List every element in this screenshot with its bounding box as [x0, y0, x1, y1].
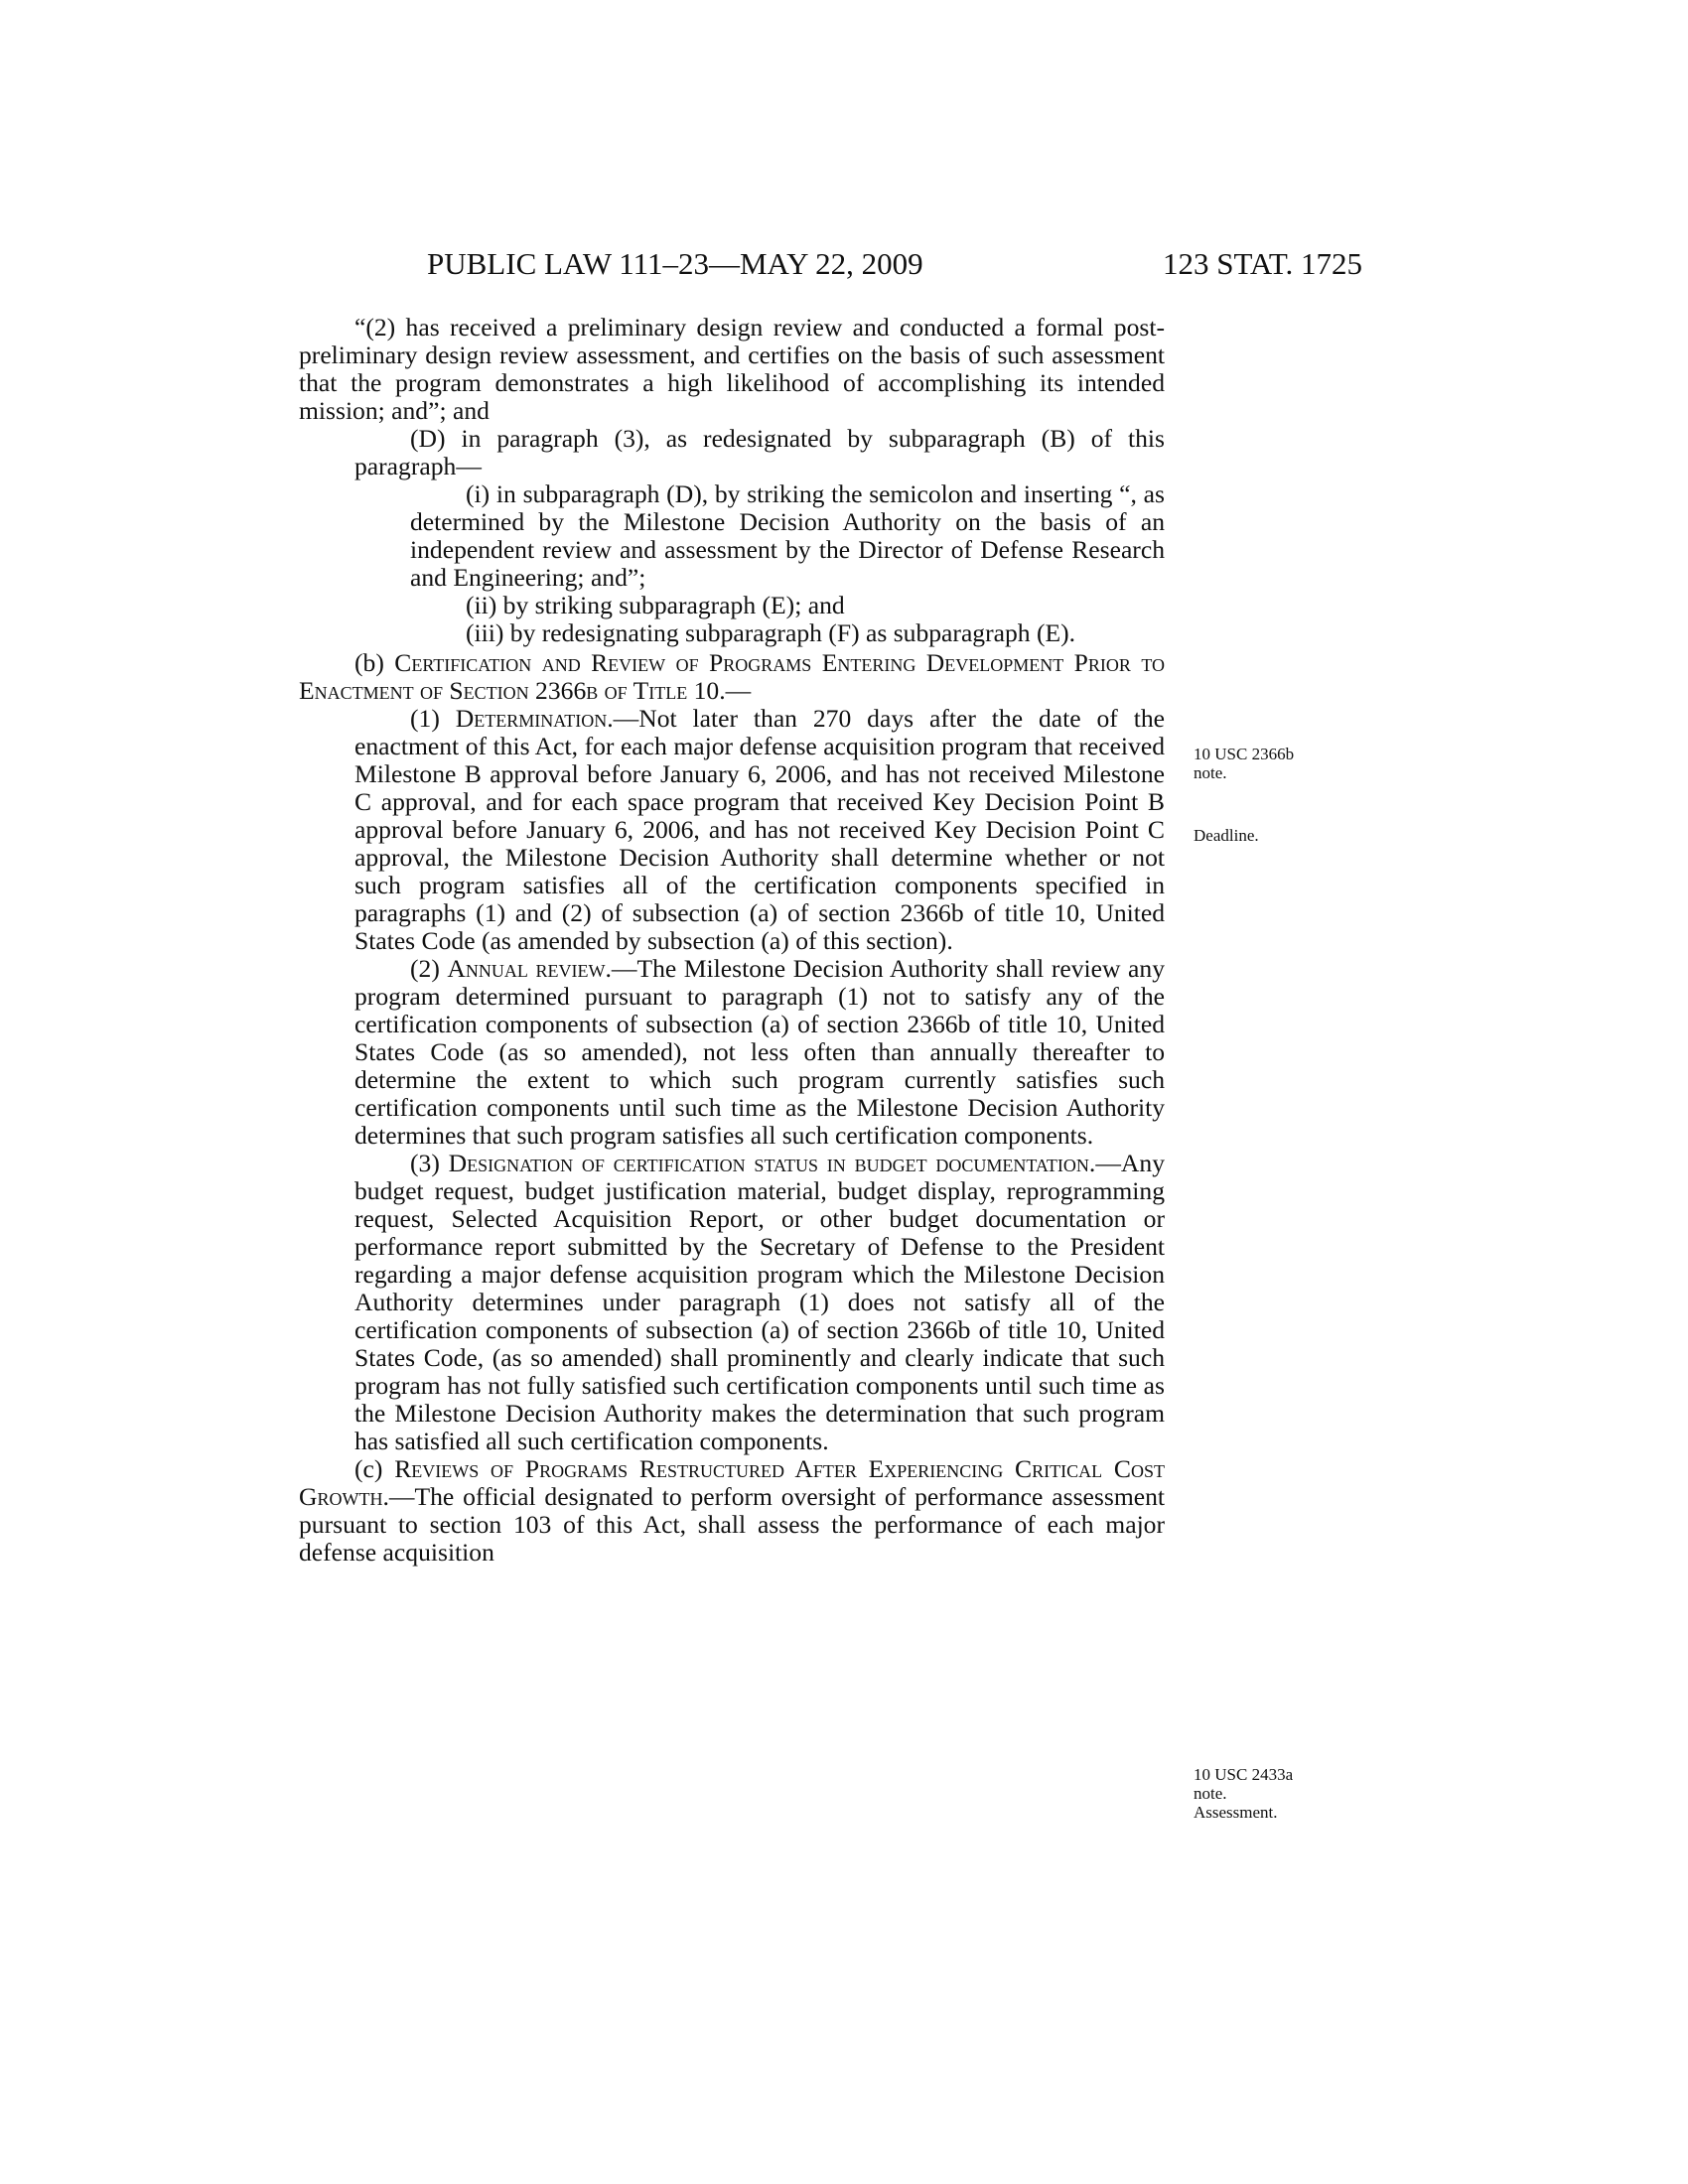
paragraph-b3	[299, 1150, 1165, 1455]
margin-note-2433a: 10 USC 2433a note. Assessment.	[1194, 1765, 1294, 1822]
paragraph-b3-heading: Designation of certification status in budget documentation.	[448, 1149, 1096, 1177]
margin-note-2366b: 10 USC 2366b note.	[1194, 745, 1295, 782]
subsection-b-prefix: (b)	[354, 648, 384, 677]
paragraph-b2-heading: Annual review.	[447, 954, 612, 983]
subsection-b	[299, 649, 1165, 705]
em-dash: —	[611, 954, 637, 983]
clause-ii: (ii) by striking subparagraph (E); and	[466, 591, 845, 619]
paragraph-b1-heading: Determination.	[455, 704, 614, 733]
page-header-title: PUBLIC LAW 111–23—MAY 22, 2009	[427, 246, 923, 281]
subsection-b-heading: Certification and Review of Programs Entering Development Prior to Enactment of Section 2366b of Title 10.	[299, 648, 1165, 705]
clause-iii: (iii) by redesignating subparagraph (F) as subparagraph (E).	[466, 618, 1076, 647]
paragraph-b1-text: Not later than 270 days after the date of the enactment of this Act, for each major defense acquisition program that received Milestone B approval before January 6, 2006, and has not received Milestone C approval, and for each space program that received Key Decision Point B approval before January 6, 2006, and has not received Key Decision Point C approval, the Milestone Decision Authority shall determine whether or not such program satisfies all of the certification components specified in paragraphs (1) and (2) of subsection (a) of section 2366b of title 10, United States Code (as amended by subsection (a) of this section).	[354, 704, 1165, 955]
paragraph-b1-prefix: (1)	[410, 704, 440, 733]
clause-i: (i) in subparagraph (D), by striking the semicolon and inserting “, as determined by the Milestone Decision Authority on the basis of an independent review and assessment by the Director of Defense Research and Engineering; and”;	[410, 479, 1165, 592]
paragraph-2-quote: “(2) has received a preliminary design review and conducted a formal post-preliminary design review assessment, and certifies on the basis of such assessment that the program demonstrates a high likelihood of accomplishing its intended mission; and”; and	[299, 313, 1165, 425]
subsection-c	[299, 1455, 1165, 1567]
subparagraph-d: (D) in paragraph (3), as redesignated by subparagraph (B) of this paragraph—	[354, 424, 1165, 480]
page-number: 123 STAT. 1725	[1162, 246, 1362, 281]
main-text	[299, 314, 1165, 1567]
paragraph-b3-text: Any budget request, budget justification material, budget display, reprogramming request, Selected Acquisition Report, or other budget documentation or performance report submitted by the Secretary of Defense to the President regarding a major defense acquisition program which the Milestone Decision Authority determines under paragraph (1) does not satisfy all of the certification components of subsection (a) of section 2366b of title 10, United States Code, (as so amended) shall prominently and clearly indicate that such program has not fully satisfied such certification components until such time as the Milestone Decision Authority makes the determination that such program has satisfied all such certification components.	[354, 1149, 1165, 1455]
paragraph-b2	[299, 955, 1165, 1150]
em-dash: —	[1095, 1149, 1121, 1177]
paragraph-b3-prefix: (3)	[410, 1149, 440, 1177]
running-header	[298, 246, 1362, 286]
margin-note-deadline: Deadline.	[1194, 826, 1259, 845]
paragraph-b1	[299, 705, 1165, 955]
subsection-c-heading: Reviews of Programs Restructured After Experiencing Critical Cost Growth.	[299, 1454, 1165, 1511]
paragraph-b2-prefix: (2)	[410, 954, 440, 983]
paragraph-b2-text: The Milestone Decision Authority shall review any program determined pursuant to paragraph (1) not to satisfy any of the certification components of subsection (a) of section 2366b of title 10, United States Code (as so amended), not less often than annually thereafter to determine the extent to which such program currently satisfies such certification components until such time as the Milestone Decision Authority determines that such program satisfies all such certification components.	[354, 954, 1166, 1150]
em-dash: —	[613, 704, 639, 733]
subsection-c-prefix: (c)	[354, 1454, 383, 1483]
em-dash: —	[725, 676, 752, 705]
em-dash: —	[388, 1482, 415, 1511]
subsection-c-text: The official designated to perform oversight of performance assessment pursuant to section 103 of this Act, shall assess the performance of each major defense acquisition	[299, 1482, 1165, 1567]
